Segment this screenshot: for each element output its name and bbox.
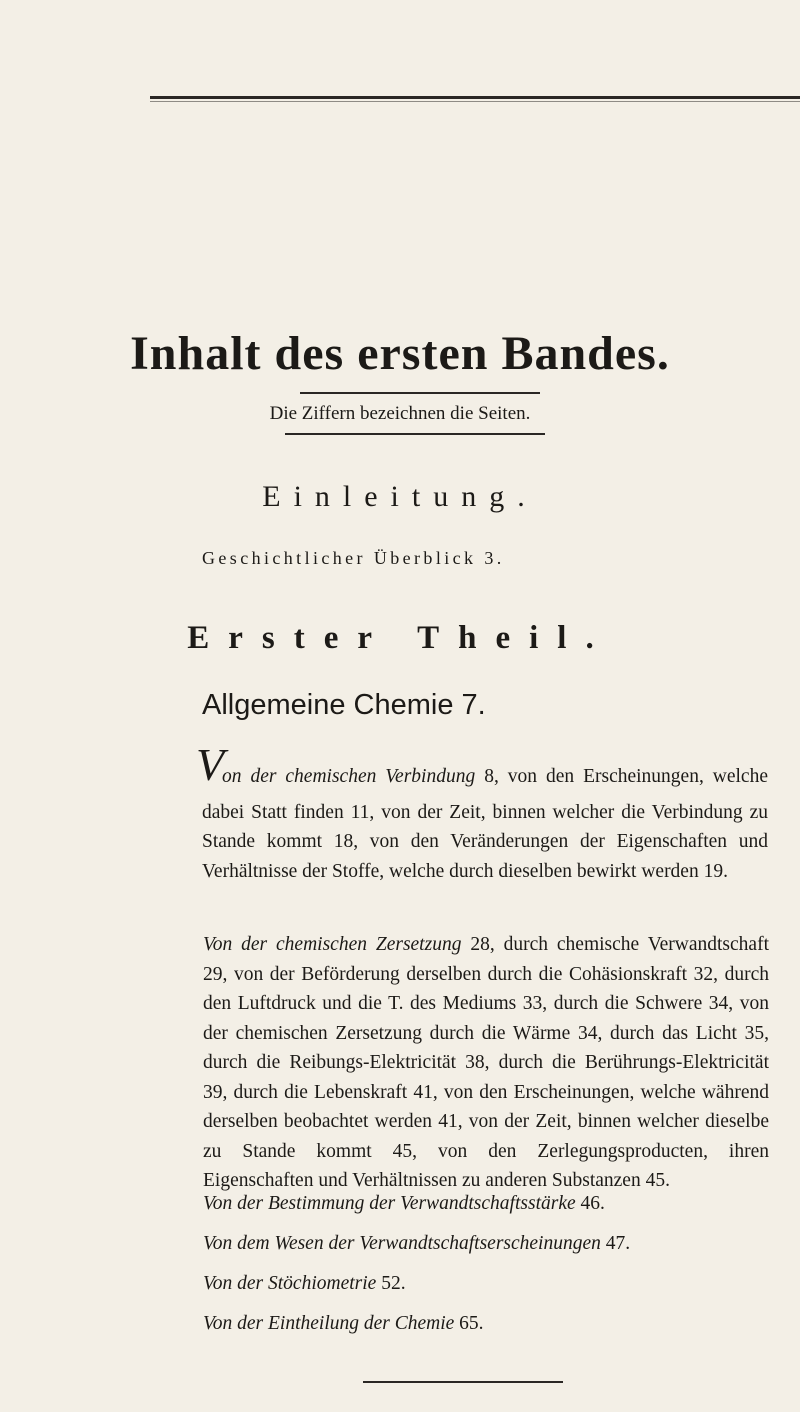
toc-entry (202, 762, 768, 886)
introduction-heading: Einleitung. (262, 480, 538, 513)
toc-entry-heading: Von der Stöchiometrie (203, 1273, 377, 1294)
toc-entry (203, 1313, 484, 1335)
toc-entry-heading: Von der Eintheilung der Chemie (203, 1313, 455, 1334)
toc-entry-heading: on der chemischen Verbindung (222, 766, 476, 787)
drop-initial: V (196, 739, 225, 790)
toc-entry-text: 52. (381, 1273, 406, 1294)
toc-entry-text: 8, von den Erscheinungen, welche dabei Statt finden 11, von der Zeit, binnen welcher die Verbindung zu Stande kommt 18, von den Veränderungen der Eigenschaften und Verhältnisse der Stoffe, welche durch dieselben bewirkt werden 19. (202, 766, 768, 882)
title-rule (300, 392, 540, 394)
part-one-heading: Erster Theil. (187, 620, 613, 656)
toc-entry-text: 46. (580, 1193, 605, 1214)
page-title: Inhalt des ersten Bandes. (130, 327, 670, 380)
toc-entry-heading: Von dem Wesen der Verwandtschaftserscheinungen (203, 1233, 601, 1254)
part-one-subtitle: Allgemeine Chemie 7. (202, 689, 486, 721)
toc-entry (203, 1233, 630, 1255)
page-numbers-note: Die Ziffern bezeichnen die Seiten. (269, 403, 531, 424)
toc-entry-heading: Von der chemischen Zersetzung (203, 934, 462, 955)
toc-entry (203, 930, 769, 1196)
toc-entry-text: 65. (459, 1313, 484, 1334)
top-rule (150, 96, 800, 99)
note-rule (285, 433, 545, 435)
toc-entry-text: 28, durch chemische Verwandtschaft 29, von der Beförderung derselben durch die Cohäsionskraft 32, durch den Luftdruck und die T. des Mediums 33, durch die Schwere 34, von der chemischen Zersetzung durch die Wärme 34, durch das Licht 35, durch die Reibungs-Elektricität 38, durch die Berührungs-Elektricität 39, durch die Lebenskraft 41, von den Erscheinungen, welche während derselben beobachtet werden 41, von der Zeit, binnen welcher dieselbe zu Stande kommt 45, von den Zerlegungsproducten, ihren Eigenschaften und Verhältnissen zu anderen Substanzen 45. (203, 934, 769, 1191)
bottom-rule (363, 1381, 563, 1383)
toc-entry (203, 1273, 406, 1295)
toc-entry-heading: Von der Bestimmung der Verwandtschaftsstärke (203, 1193, 576, 1214)
toc-entry-text: 47. (605, 1233, 631, 1254)
introduction-entry: Geschichtlicher Überblick 3. (202, 548, 505, 568)
top-rule-thin (150, 101, 800, 102)
toc-entry (203, 1193, 605, 1215)
